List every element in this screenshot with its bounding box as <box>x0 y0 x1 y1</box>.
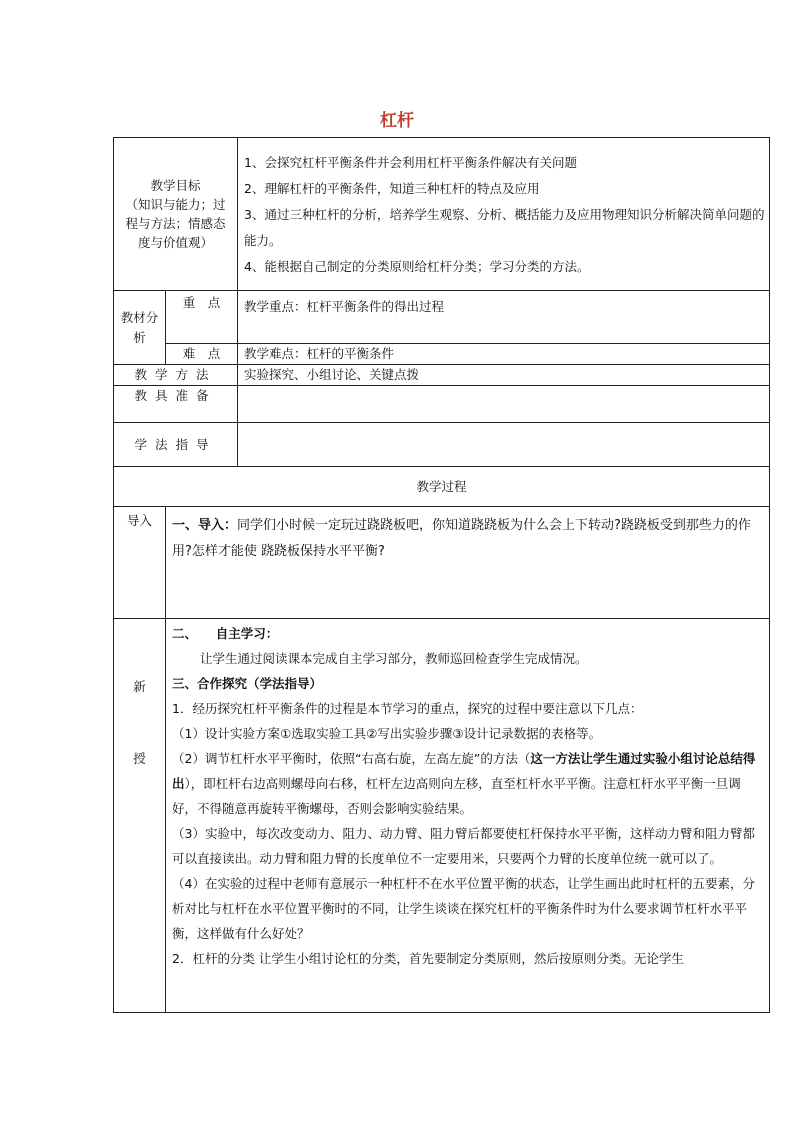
intro-content <box>166 507 770 619</box>
new-lesson-row <box>114 619 770 1013</box>
key-point-text: 教学重点：杠杆平衡条件的得出过程 <box>238 291 770 344</box>
intro-row <box>114 507 770 619</box>
new-lesson-content <box>166 619 770 1013</box>
methods-row <box>114 365 770 386</box>
paragraph: （2）调节杠杆水平平衡时，依照“右高右旋，左高左旋”的方法（这一方法让学生通过实验小组讨论总结得出），即杠杆右边高则螺母向右移，杠杆左边高则向左移，直至杠杆水平平衡。注意杠杆水平平衡一旦调好，不得随意再旋转平衡螺母，否则会影响实验结果。 <box>172 751 756 816</box>
process-header-row <box>114 467 770 507</box>
objectives-label: 教学目标 （知识与能力；过 程与方法；情感态 度与价值观） <box>114 138 238 291</box>
guidance-label: 学法指导 <box>114 423 238 467</box>
analysis-difficulty-row <box>114 344 770 365</box>
objectives-row <box>114 138 770 291</box>
objectives-content <box>238 138 770 291</box>
difficulty-label: 难 点 <box>166 344 238 365</box>
lesson-plan-table <box>113 137 770 1013</box>
paragraph: （4）在实验的过程中老师有意展示一种杠杆不在水平位置平衡的状态，让学生画出此时杠杆的五要素，分析对比与杠杆在水平位置平衡时的不同，让学生谈谈在探究杠杆的平衡条件时为什么要求调节杠杆水平平衡，这样做有什么好处？ <box>172 876 755 941</box>
section-heading: 三、合作探究（学法指导） <box>172 676 323 691</box>
process-header: 教学过程 <box>114 467 770 507</box>
emphasis-text: 这一方法让学生通过实验小组讨论总结得出 <box>172 751 756 791</box>
intro-text: 同学们小时候一定玩过跷跷板吧，你知道跷跷板为什么会上下转动?跷跷板受到那些力的作用?怎样才能使 跷跷板保持水平平衡? <box>172 518 751 559</box>
paragraph: （1）设计实验方案①选取实验工具②写出实验步骤③设计记录数据的表格等。 <box>172 726 602 741</box>
section-heading: 二、 自主学习： <box>172 626 279 641</box>
objective-item: 3、通过三种杠杆的分析，培养学生观察、分析、概括能力及应用物理知识分析解决简单问题的能力。 <box>244 207 765 248</box>
methods-text: 实验探究、小组讨论、关键点拨 <box>238 365 770 386</box>
difficulty-text: 教学难点：杠杆的平衡条件 <box>238 344 770 365</box>
paragraph: 让学生通过阅读课本完成自主学习部分，教师巡回检查学生完成情况。 <box>200 651 588 666</box>
objective-item: 2、理解杠杆的平衡条件，知道三种杠杆的特点及应用 <box>244 181 540 196</box>
objective-item: 4、能根据自己制定的分类原则给杠杆分类；学习分类的方法。 <box>244 259 590 274</box>
tools-label: 教具准备 <box>114 386 238 423</box>
new-lesson-label: 新 授 <box>114 619 166 1013</box>
tools-text <box>238 386 770 423</box>
intro-label: 导入 <box>114 507 166 619</box>
tools-row <box>114 386 770 423</box>
paragraph: 2．杠杆的分类 让学生小组讨论杠的分类，首先要制定分类原则，然后按原则分类。无论学生 <box>172 951 684 966</box>
key-point-label: 重 点 <box>166 291 238 344</box>
page-title: 杠杆 <box>380 111 414 131</box>
paragraph: 1．经历探究杠杆平衡条件的过程是本节学习的重点，探究的过程中要注意以下几点： <box>172 701 643 716</box>
objective-item: 1、会探究杠杆平衡条件并会利用杠杆平衡条件解决有关问题 <box>244 155 577 170</box>
analysis-key-row <box>114 291 770 344</box>
paragraph: （3）实验中，每次改变动力、阻力、动力臂、阻力臂后都要使杠杆保持水平平衡，这样动力臂和阻力臂都可以直接读出。动力臂和阻力臂的长度单位不一定要用米，只要两个力臂的长度单位统一就可以了。 <box>172 826 755 866</box>
intro-heading: 一、导入： <box>172 518 238 533</box>
analysis-label: 教材分 析 <box>114 291 166 365</box>
guidance-row <box>114 423 770 467</box>
guidance-text <box>238 423 770 467</box>
methods-label: 教学方法 <box>114 365 238 386</box>
